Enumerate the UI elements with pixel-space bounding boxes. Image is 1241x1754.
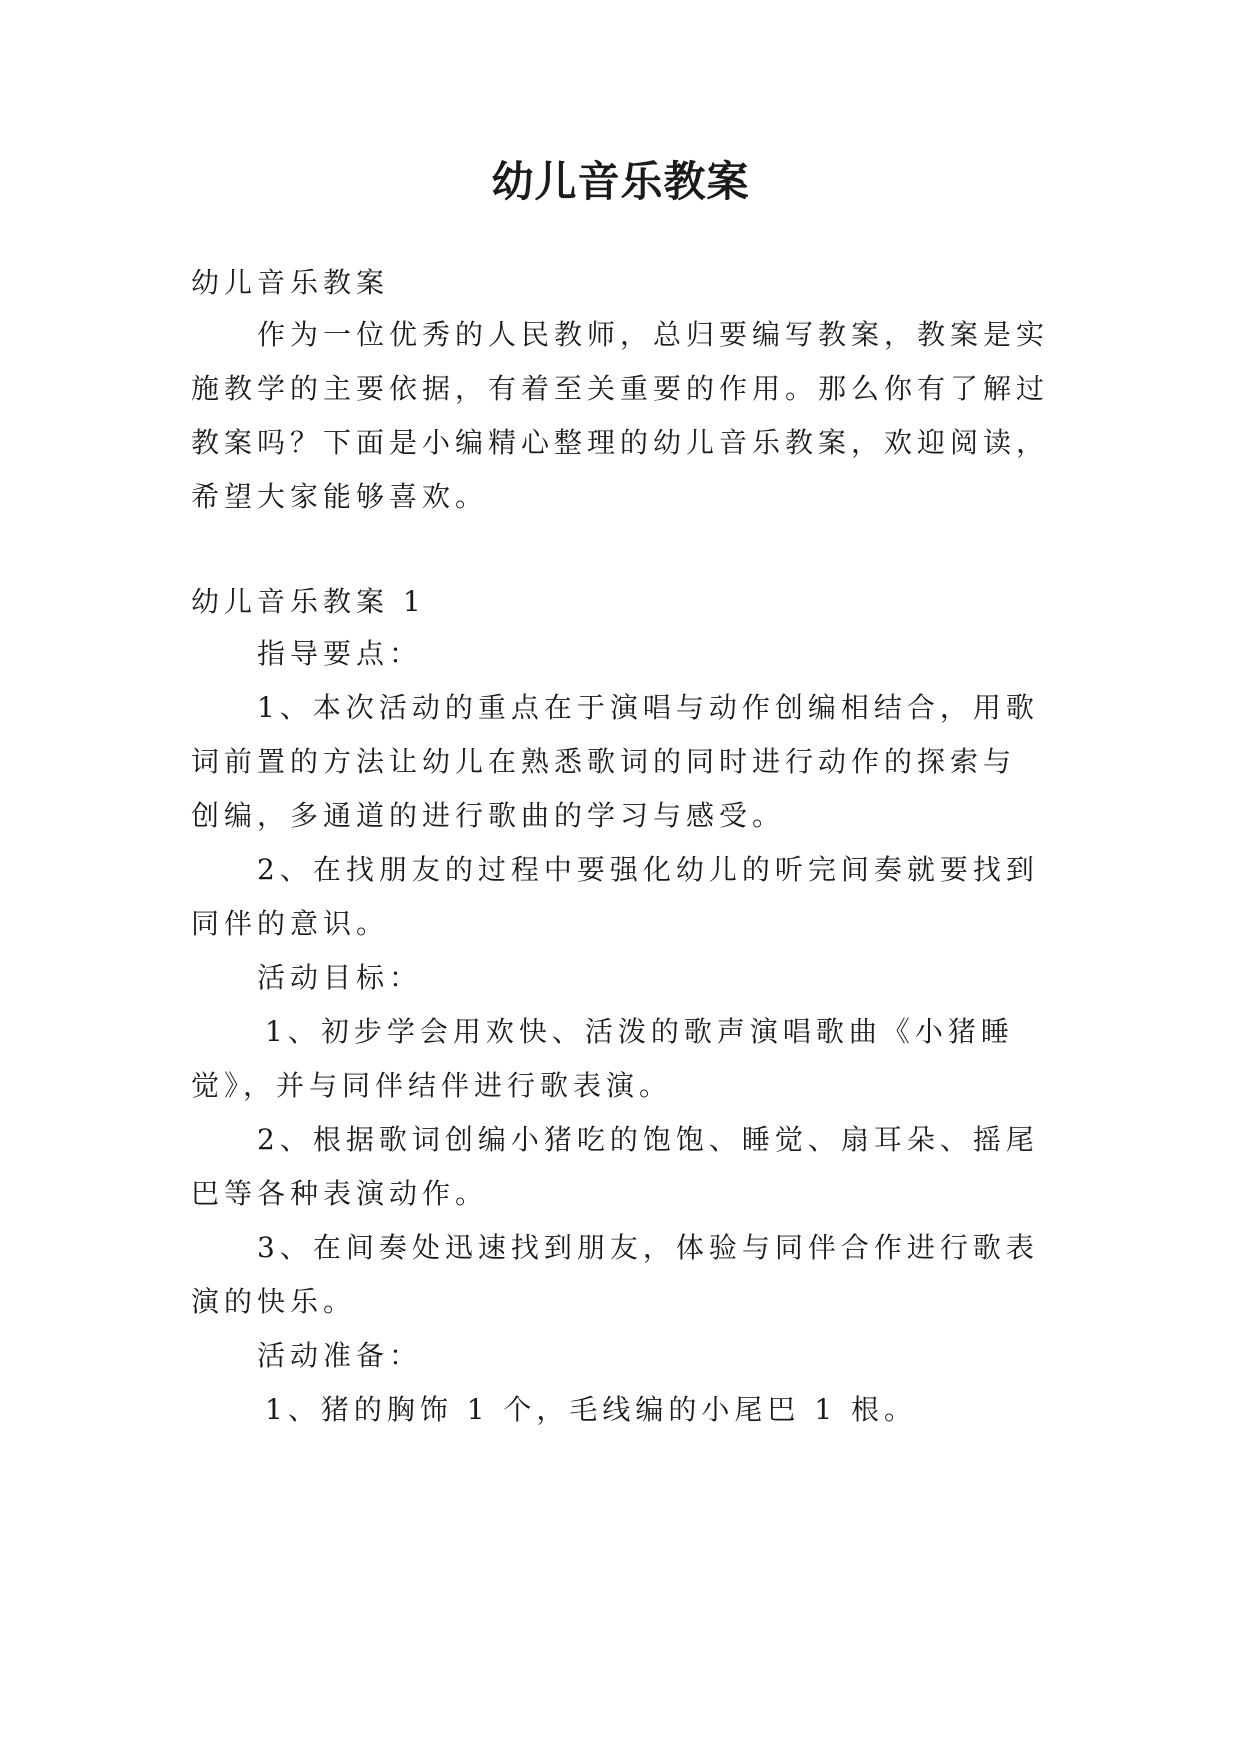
subsection-heading: 指导要点：	[257, 637, 423, 670]
subsection-heading: 活动准备：	[257, 1339, 423, 1372]
document-title: 幼儿音乐教案	[491, 157, 750, 206]
paragraph-line: 1、猪的胸饰 1 个，毛线编的小尾巴 1 根。	[265, 1393, 918, 1426]
section-heading: 幼儿音乐教案 1	[191, 585, 426, 618]
paragraph-line: 演的快乐。	[191, 1285, 357, 1318]
paragraph-line: 3、在间奏处迅速找到朋友，体验与同伴合作进行歌表	[257, 1231, 1039, 1264]
paragraph-line: 希望大家能够喜欢。	[191, 480, 489, 513]
paragraph-line: 2、根据歌词创编小猪吃的饱饱、睡觉、扇耳朵、摇尾	[257, 1123, 1039, 1156]
paragraph-line: 同伴的意识。	[191, 907, 390, 940]
subsection-heading: 活动目标：	[257, 961, 423, 994]
paragraph-line: 创编，多通道的进行歌曲的学习与感受。	[191, 799, 786, 832]
paragraph-line: 2、在找朋友的过程中要强化幼儿的听完间奏就要找到	[257, 853, 1039, 886]
paragraph-line: 作为一位优秀的人民教师，总归要编写教案，教案是实	[257, 318, 1050, 351]
paragraph-line: 觉》，并与同伴结伴进行歌表演。	[191, 1069, 673, 1102]
paragraph-line: 词前置的方法让幼儿在熟悉歌词的同时进行动作的探索与	[191, 745, 1017, 778]
paragraph-line: 1、本次活动的重点在于演唱与动作创编相结合，用歌	[257, 691, 1039, 724]
paragraph-line: 施教学的主要依据，有着至关重要的作用。那么你有了解过	[191, 372, 1050, 405]
paragraph-line: 1、初步学会用欢快、活泼的歌声演唱歌曲《小猪睡	[265, 1015, 1014, 1048]
paragraph-line: 巴等各种表演动作。	[191, 1177, 489, 1210]
paragraph-line: 教案吗？下面是小编精心整理的幼儿音乐教案，欢迎阅读，	[191, 426, 1050, 459]
subtitle: 幼儿音乐教案	[191, 266, 390, 299]
